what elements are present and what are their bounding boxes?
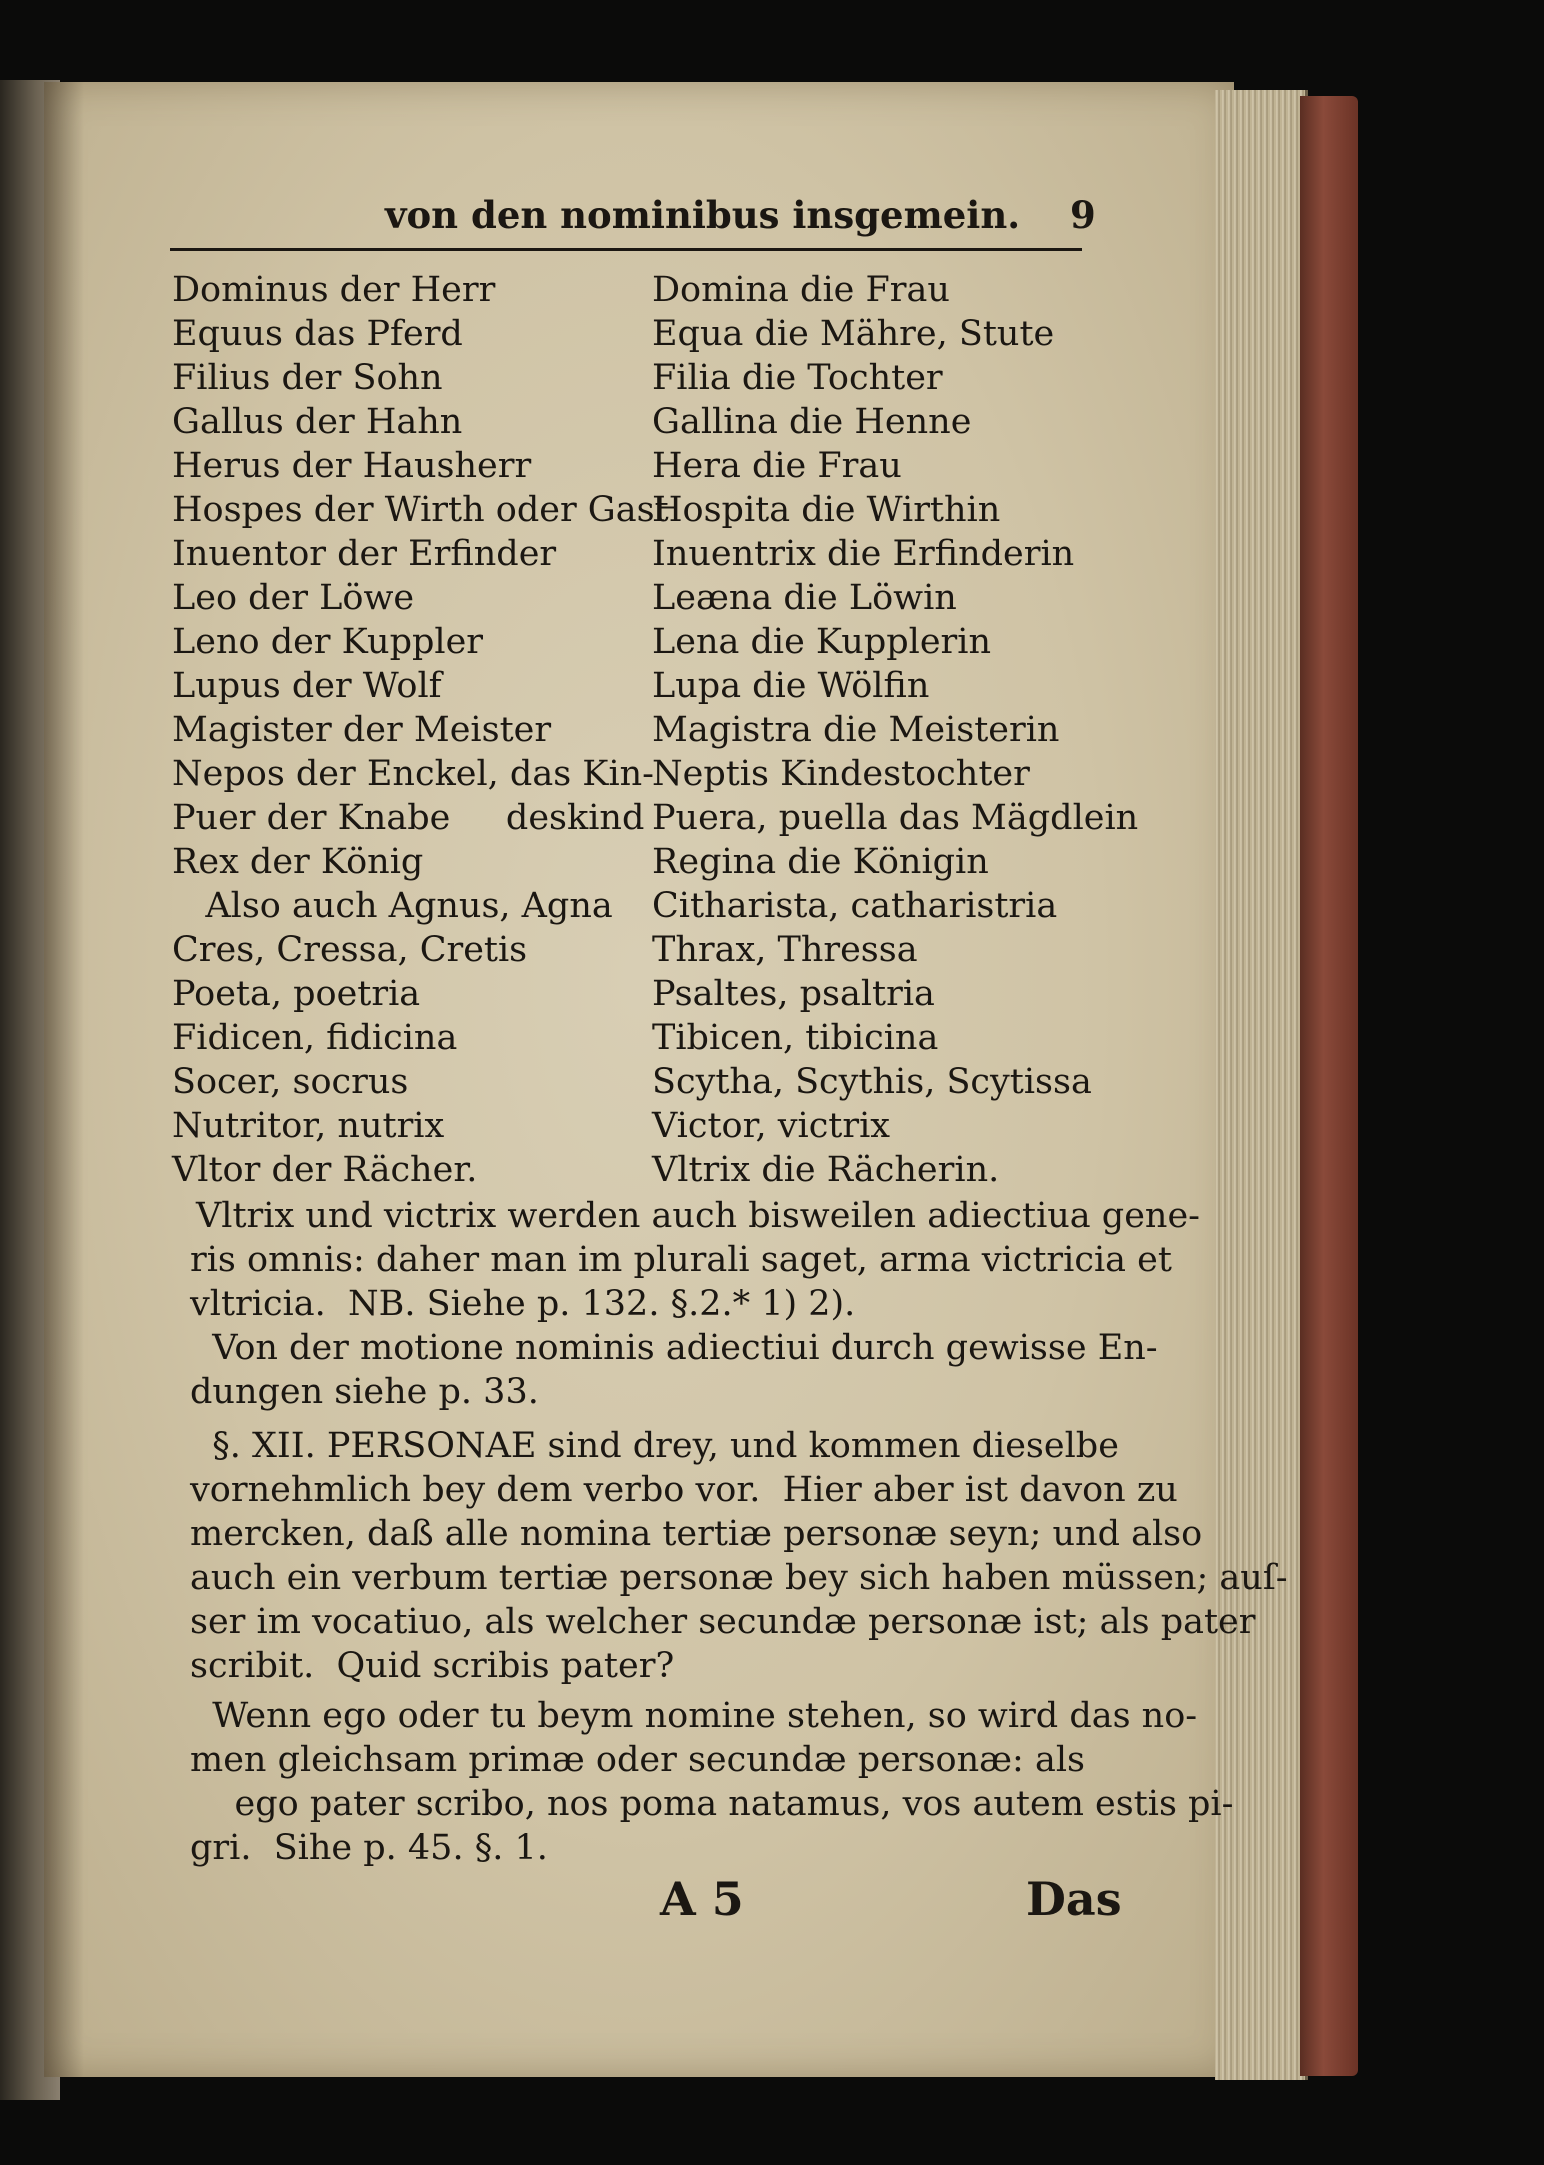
left-entry: Fidicen, fidicina [172, 1018, 458, 1058]
book-cover-edge [1300, 96, 1358, 2076]
page-block-edges [1215, 90, 1308, 2080]
page-number: 9 [1070, 193, 1096, 237]
page-gutter-shadow [44, 82, 84, 2077]
left-entry: Inuentor der Erfinder [172, 534, 557, 574]
catchword: Das [1026, 1872, 1122, 1926]
body-line: vornehmlich bey dem verbo vor. Hier aber ist davon zu [190, 1470, 1178, 1510]
right-entry: Hera die Frau [652, 446, 902, 486]
left-entry: Lupus der Wolf [172, 666, 442, 706]
body-line: vltricia. NB. Siehe p. 132. §.2.* 1) 2). [190, 1284, 856, 1324]
left-entry: Poeta, poetria [172, 974, 421, 1014]
right-entry: Scytha, Scythis, Scytissa [652, 1062, 1092, 1102]
body-line: gri. Sihe p. 45. §. 1. [190, 1828, 548, 1868]
body-line: Wenn ego oder tu beym nomine stehen, so wird das no- [190, 1696, 1198, 1736]
body-line: ego pater scribo, nos poma natamus, vos autem estis pi- [190, 1784, 1234, 1824]
left-entry: Socer, socrus [172, 1062, 409, 1102]
body-line: scribit. Quid scribis pater? [190, 1646, 675, 1686]
right-entry: Equa die Mähre, Stute [652, 314, 1055, 354]
right-entry: Lena die Kupplerin [652, 622, 992, 662]
body-line: ser im vocatiuo, als welcher secundæ personæ ist; als pater [190, 1602, 1256, 1642]
running-header: von den nominibus insgemein. [385, 193, 1021, 237]
right-entry: Victor, victrix [652, 1106, 891, 1146]
right-entry: Hospita die Wirthin [652, 490, 1001, 530]
left-entry: Nepos der Enckel, das Kin- [172, 754, 655, 794]
left-entry: Hospes der Wirth oder Gast [172, 490, 669, 530]
left-entry: Also auch Agnus, Agna [172, 886, 613, 926]
left-entry: Leno der Kuppler [172, 622, 484, 662]
body-line: mercken, daß alle nomina tertiæ personæ seyn; und also [190, 1514, 1203, 1554]
right-entry: Gallina die Henne [652, 402, 972, 442]
right-entry: Puera, puella das Mägdlein [652, 798, 1139, 838]
right-entry: Regina die Königin [652, 842, 989, 882]
left-entry: Leo der Löwe [172, 578, 415, 618]
left-entry: Cres, Cressa, Cretis [172, 930, 528, 970]
left-entry: Vltor der Rächer. [172, 1150, 478, 1190]
signature-mark: A 5 [660, 1872, 744, 1926]
left-entry: Rex der König [172, 842, 424, 882]
right-entry: Tibicen, tibicina [652, 1018, 939, 1058]
right-entry: Inuentrix die Erfinderin [652, 534, 1075, 574]
left-entry: Filius der Sohn [172, 358, 443, 398]
body-line: dungen siehe p. 33. [190, 1372, 539, 1412]
right-entry: Leæna die Löwin [652, 578, 957, 618]
body-line: men gleichsam primæ oder secundæ personæ: als [190, 1740, 1085, 1780]
right-entry: Filia die Tochter [652, 358, 943, 398]
body-line: ris omnis: daher man im plurali saget, arma victricia et [190, 1240, 1172, 1280]
body-line: Vltrix und victrix werden auch bisweilen adiectiua gene- [196, 1196, 1200, 1236]
left-entry: Equus das Pferd [172, 314, 463, 354]
left-entry: Herus der Hausherr [172, 446, 532, 486]
left-entry: Dominus der Herr [172, 270, 496, 310]
right-entry: Thrax, Thressa [652, 930, 918, 970]
right-entry: Neptis Kindestochter [652, 754, 1030, 794]
right-entry: Lupa die Wölfin [652, 666, 930, 706]
body-line: Von der motione nominis adiectiui durch gewisse En- [190, 1328, 1158, 1368]
right-entry: Citharista, catharistria [652, 886, 1058, 926]
left-entry: Puer der Knabe deskind [172, 798, 645, 838]
left-entry: Nutritor, nutrix [172, 1106, 445, 1146]
header-rule [170, 248, 1082, 251]
right-entry: Domina die Frau [652, 270, 950, 310]
body-line: §. XII. PERSONAE sind drey, und kommen dieselbe [190, 1426, 1119, 1466]
left-entry: Magister der Meister [172, 710, 552, 750]
right-entry: Vltrix die Rächerin. [652, 1150, 1000, 1190]
right-entry: Magistra die Meisterin [652, 710, 1060, 750]
right-entry: Psaltes, psaltria [652, 974, 935, 1014]
left-entry: Gallus der Hahn [172, 402, 463, 442]
body-line: auch ein verbum tertiæ personæ bey sich haben müssen; auſ- [190, 1558, 1288, 1598]
